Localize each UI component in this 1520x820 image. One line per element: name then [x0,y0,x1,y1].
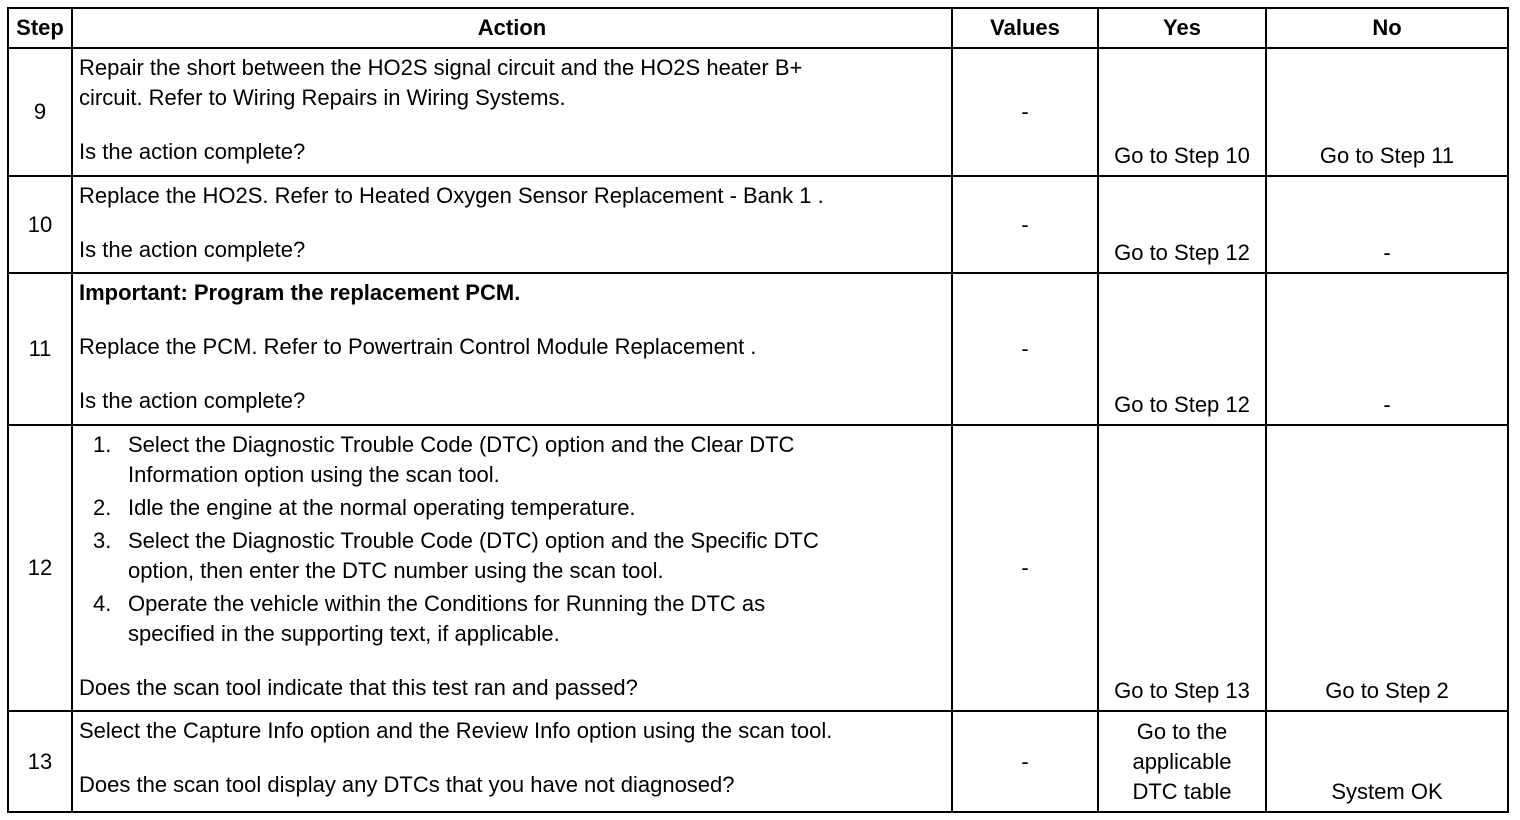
action-cell [72,176,952,273]
action-text-line: Repair the short between the HO2S signal circuit and the HO2S heater B+ [79,55,803,80]
table-row-step-9 [8,48,1508,176]
values-cell: - [952,273,1098,425]
values-cell: - [952,711,1098,812]
list-item [93,493,945,523]
yes-cell [1098,711,1266,812]
table-row-step-11 [8,273,1508,425]
yes-cell: Go to Step 12 [1098,273,1266,425]
step-number: 11 [8,273,72,425]
no-cell: Go to Step 2 [1266,425,1508,711]
action-cell [72,273,952,425]
list-item-number: 2. [93,495,112,520]
action-text-line: circuit. Refer to Wiring Repairs in Wiring Systems. [79,85,566,110]
list-item-number: 4. [93,591,112,616]
important-note: Important: Program the replacement PCM. [79,280,521,305]
list-item-text-line: Information option using the scan tool. [128,462,500,487]
table-row-step-10 [8,176,1508,273]
action-question: Is the action complete? [79,139,306,164]
no-cell: - [1266,176,1508,273]
list-item [93,589,945,649]
list-item-number: 1. [93,432,112,457]
list-item-text-line: Operate the vehicle within the Conditions for Running the DTC as [128,591,766,616]
diagnostic-table [7,7,1509,813]
header-step: Step [8,8,72,48]
table-row-step-13 [8,711,1508,812]
action-text-line: Select the Capture Info option and the Review Info option using the scan tool. [79,718,833,743]
list-item-text-line: Select the Diagnostic Trouble Code (DTC) option and the Specific DTC [128,528,819,553]
action-question: Is the action complete? [79,388,306,413]
values-cell: - [952,176,1098,273]
action-cell [72,48,952,176]
header-no: No [1266,8,1508,48]
list-item [93,430,945,490]
step-number: 10 [8,176,72,273]
header-action: Action [72,8,952,48]
no-cell: System OK [1266,711,1508,812]
list-item-number: 3. [93,528,112,553]
list-item-text-line: option, then enter the DTC number using the scan tool. [128,558,664,583]
yes-text-line: DTC table [1132,779,1232,804]
table-row-step-12 [8,425,1508,711]
action-question: Does the scan tool indicate that this test ran and passed? [79,675,638,700]
no-cell: Go to Step 11 [1266,48,1508,176]
yes-cell: Go to Step 13 [1098,425,1266,711]
action-cell [72,711,952,812]
procedure-list [79,430,945,649]
header-row [8,8,1508,48]
action-cell [72,425,952,711]
list-item [93,526,945,586]
yes-cell: Go to Step 10 [1098,48,1266,176]
header-values: Values [952,8,1098,48]
values-cell: - [952,425,1098,711]
step-number: 12 [8,425,72,711]
step-number: 9 [8,48,72,176]
no-cell: - [1266,273,1508,425]
yes-text-line: Go to the [1136,719,1228,744]
list-item-text-line: Idle the engine at the normal operating temperature. [128,495,636,520]
list-item-text-line: Select the Diagnostic Trouble Code (DTC) option and the Clear DTC [128,432,795,457]
yes-cell: Go to Step 12 [1098,176,1266,273]
values-cell: - [952,48,1098,176]
step-number: 13 [8,711,72,812]
action-text-line: Replace the HO2S. Refer to Heated Oxygen Sensor Replacement - Bank 1 . [79,183,824,208]
action-question: Does the scan tool display any DTCs that you have not diagnosed? [79,772,735,797]
diagnostic-table-container [7,7,1509,813]
header-yes: Yes [1098,8,1266,48]
action-text-line: Replace the PCM. Refer to Powertrain Control Module Replacement . [79,334,757,359]
list-item-text-line: specified in the supporting text, if applicable. [128,621,560,646]
action-question: Is the action complete? [79,237,306,262]
yes-text-line: applicable [1132,749,1232,774]
